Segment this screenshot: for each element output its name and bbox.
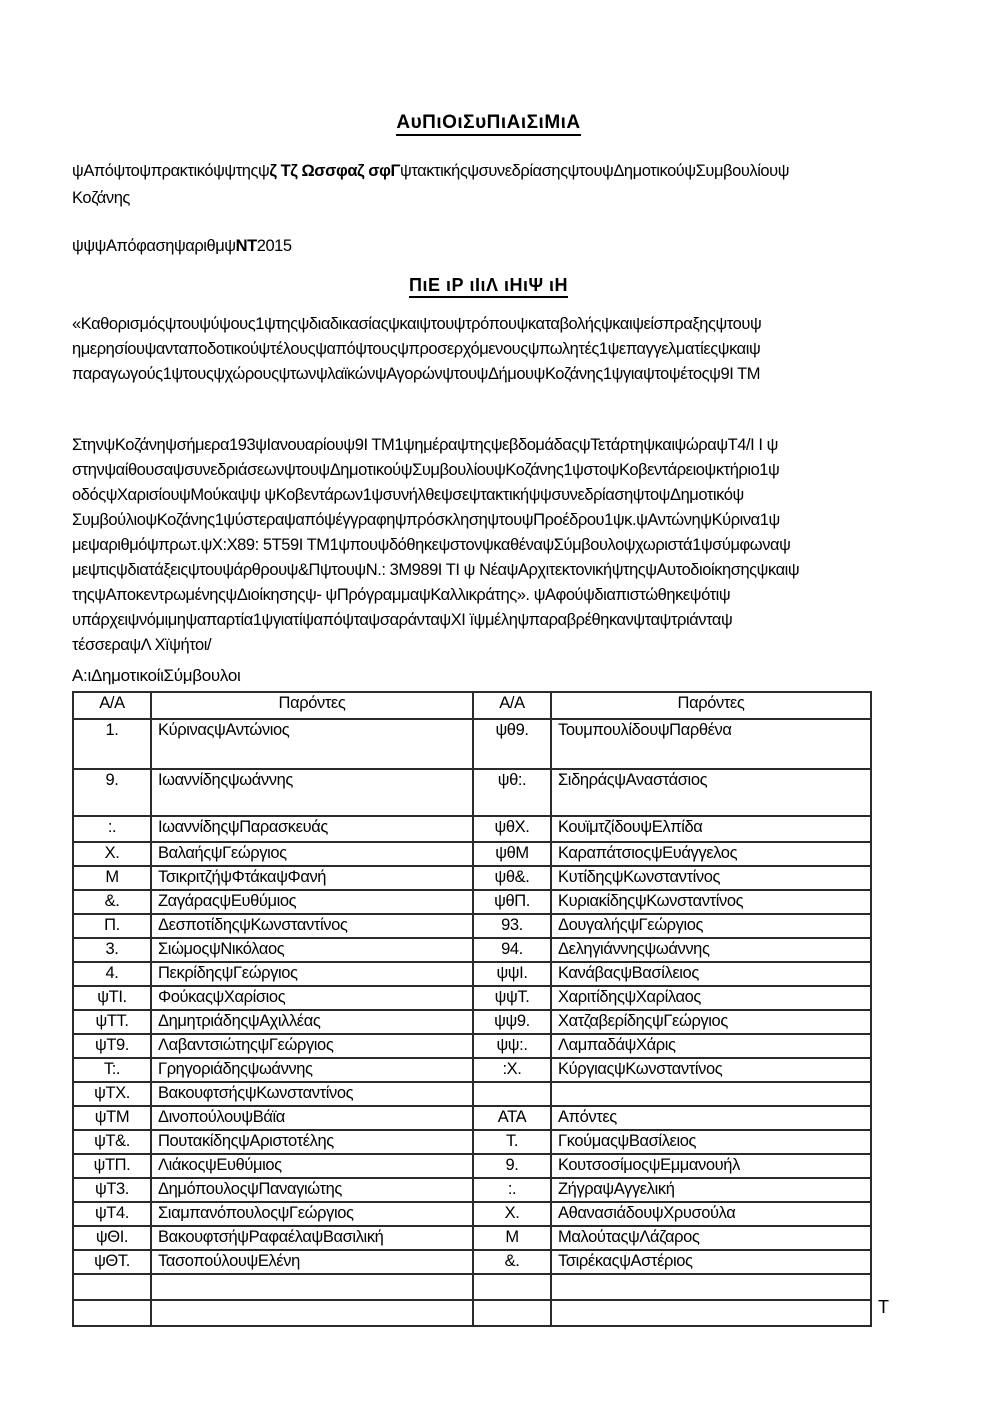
name-cell: Δεληγιάννηςψωάννης [551,938,871,962]
table-row [73,1250,871,1274]
paragraph-line: ημερησίουψανταποδοτικούψτέλουςψαπόψτουςψπροσερχόμενουςψπωλητές1ψεπαγγελματίεςψκαιψ [72,339,761,358]
summary-paragraph [72,312,905,387]
aa-cell: Τ. [473,1130,551,1154]
name-cell: Ιωαννίδηςψωάννης [151,769,473,816]
decision-number-line [72,234,905,258]
name-cell: ΛιάκοςψΕυθύμιος [151,1154,473,1178]
aa-cell: ψθ:. [473,769,551,816]
council-members-table [72,691,872,1327]
name-cell: ΤσιρέκαςψΑστέριος [551,1250,871,1274]
aa-cell [73,1274,151,1300]
paragraph-line: υπάρχειψνόμιμηψαπαρτία1ψγιατίψαπόψταψσαράνταψΧΙ ïψμέληψπαραβρέθηκανψταψτριάνταψ [72,610,733,629]
paragraph-line: παραγωγούς1ψτουςψχώρουςψτωνψλαϊκώνψΑγορώνψτουψΔήμουψΚοζάνης1ψγιαψτοψέτοςψ9Ι ΤΜ [72,364,761,383]
aa-cell: &. [473,1250,551,1274]
name-cell: ΚύργιαςψΚωνσταντίνος [551,1058,871,1082]
table-row [73,1226,871,1250]
decision-number: ΝΤ [235,237,257,255]
aa-cell: ψψ:. [473,1034,551,1058]
name-cell: ΣιδηράςψΑναστάσιος [551,769,871,816]
name-cell: ΠουτακίδηςψΑριστοτέλης [151,1130,473,1154]
table-row [73,816,871,842]
paragraph-line: οδόςψΧαρισίουψΜούκαψψ ψΚοβεντάρων1ψσυνήλθεψσεψτακτικήψψσυνεδρίασηψτοψΔημοτικόψ [72,485,744,504]
name-cell: ΠεκρίδηςψΓεώργιος [151,962,473,986]
aa-cell: ψΤ3. [73,1178,151,1202]
aa-cell: ψΘΤ. [73,1250,151,1274]
aa-cell: ψΤ&. [73,1130,151,1154]
summary-heading-text: ΠιΕ ιΡ ιΙιΛ ιΗιΨ ιΗ [409,275,568,298]
name-cell: ΙωαννίδηςψΠαρασκευάς [151,816,473,842]
table-row [73,1082,871,1106]
aa-cell: ψΘΙ. [73,1226,151,1250]
paragraph-line: ΣυμβούλιοψΚοζάνης1ψύστεραψαπόψέγγραφηψπρόσκλησηψτουψΠροέδρου1ψκ.ψΑντώνηψΚύρινα1ψ [72,510,780,529]
table-row [73,986,871,1010]
table-row [73,938,871,962]
aa-cell: ΑΤΑ [473,1106,551,1130]
table-row [73,1106,871,1130]
table-row [73,1034,871,1058]
name-cell [551,1082,871,1106]
table-row [73,1130,871,1154]
name-cell: ΛαμπαδάψΧάρις [551,1034,871,1058]
page-number: Τ [878,1297,889,1317]
intro-post: ψτακτικήςψσυνεδρίασηςψτουψΔημοτικούψΣυμβουλίουψ [399,162,790,180]
table-row [73,1010,871,1034]
name-cell: ΚανάβαςψΒασίλειος [551,962,871,986]
name-cell: ΔημητριάδηςψΑχιλλέας [151,1010,473,1034]
name-cell: ΦούκαςψΧαρίσιος [151,986,473,1010]
aa-cell: ψψΤ. [473,986,551,1010]
aa-cell: ψθΜ [473,842,551,866]
name-cell: ΑθανασιάδουψΧρυσούλα [551,1202,871,1226]
aa-cell: :. [473,1178,551,1202]
name-cell [551,1300,871,1326]
aa-cell: Μ [473,1226,551,1250]
title-text: ΑυΠιΟιΣυΠιΑιΣιΜιΑ [396,112,580,136]
name-cell: ΧατζαβερίδηςψΓεώργιος [551,1010,871,1034]
aa-cell: 9. [73,769,151,816]
aa-cell: ψΤΤ. [73,1010,151,1034]
name-cell: Γρηγοριάδηςψωάννης [151,1058,473,1082]
aa-cell: ψΤΙ. [73,986,151,1010]
name-cell [151,1274,473,1300]
aa-cell: Π. [73,914,151,938]
decision-pre: ψψψΑπόφασηψαριθμψ [72,237,236,255]
aa-cell: ψΤ4. [73,1202,151,1226]
table-row [73,842,871,866]
name-cell: Απόντες [551,1106,871,1130]
table-row [73,1300,871,1326]
name-cell: ΒακουφτσήςψΚωνσταντίνος [151,1082,473,1106]
name-cell [151,1300,473,1326]
aa-cell: 3. [73,938,151,962]
name-cell: ΣιαμπανόπουλοςψΓεώργιος [151,1202,473,1226]
aa-cell: Χ. [473,1202,551,1226]
table-header-cell: Παρόντες [551,692,871,719]
aa-cell: ψψ9. [473,1010,551,1034]
name-cell: ΣιώμοςψΝικόλαος [151,938,473,962]
aa-cell [473,1274,551,1300]
name-cell: ΛαβαντσιώτηςψΓεώργιος [151,1034,473,1058]
table-row [73,890,871,914]
aa-cell: :. [73,816,151,842]
name-cell: ΚυριακίδηςψΚωνσταντίνος [551,890,871,914]
table-row [73,962,871,986]
paragraph-line: τηςψΑποκεντρωμένηςψΔιοίκησηςψ- ψΠρόγραμμαψΚαλλικράτης». ψΑφούψδιαπιστώθηκεψότιψ [72,585,731,604]
intro-line2: Κοζάνης [72,189,130,207]
aa-cell [473,1300,551,1326]
aa-cell: 1. [73,719,151,769]
intro-session-number: ζ Τζ Ωσσφαζ σφΓ [269,162,400,180]
name-cell: ΚουϊμτζίδουψΕλπίδα [551,816,871,842]
intro-pre: ψΑπόψτοψπρακτικόψψτηςψ [72,162,270,180]
aa-cell: ψΤΧ. [73,1082,151,1106]
table-row [73,1274,871,1300]
aa-cell: 93. [473,914,551,938]
name-cell: ΓκούμαςψΒασίλειος [551,1130,871,1154]
name-cell: ΚουτσοσίμοςψΕμμανουήλ [551,1154,871,1178]
summary-heading [72,275,905,296]
aa-cell: 94. [473,938,551,962]
aa-cell: ψΤ9. [73,1034,151,1058]
aa-cell: Μ [73,866,151,890]
name-cell: ΚαραπάτσιοςψΕυάγγελος [551,842,871,866]
aa-cell: ψΤΜ [73,1106,151,1130]
page-title [72,112,905,134]
aa-cell: ψψΙ. [473,962,551,986]
paragraph-line: τέσσεραψΛ Χïψήτοι/ [72,635,212,654]
aa-cell: ψθΧ. [473,816,551,842]
table-row [73,1058,871,1082]
table-header-cell: Παρόντες [151,692,473,719]
table-row [73,914,871,938]
aa-cell: Τ:. [73,1058,151,1082]
name-cell: ΖήγραψΑγγελική [551,1178,871,1202]
intro-paragraph [72,158,905,212]
table-row [73,1178,871,1202]
aa-cell: ψΤΠ. [73,1154,151,1178]
aa-cell: 9. [473,1154,551,1178]
table-row [73,866,871,890]
aa-cell: ψθ&. [473,866,551,890]
table-row [73,719,871,769]
table-row [73,1202,871,1226]
name-cell: ΖαγάραςψΕυθύμιος [151,890,473,914]
aa-cell: ψθ9. [473,719,551,769]
table-row [73,1154,871,1178]
table-row [73,769,871,816]
body-paragraph [72,433,905,658]
name-cell: ΤουμπουλίδουψΠαρθένα [551,719,871,769]
aa-cell [473,1082,551,1106]
name-cell: ΒακουφτσήψΡαφαέλαψΒασιλική [151,1226,473,1250]
name-cell: ΔεσποτίδηςψΚωνσταντίνος [151,914,473,938]
aa-cell: :Χ. [473,1058,551,1082]
aa-cell: &. [73,890,151,914]
paragraph-line: μεψαριθμόψπρωτ.ψΧ:Χ89: 5Τ59Ι ΤΜ1ψπουψδόθηκεψστονψκαθέναψΣύμβουλοψχωριστά1ψσύμφωναψ [72,535,791,554]
name-cell: ΒαλαήςψΓεώργιος [151,842,473,866]
paragraph-line: «Καθορισμόςψτουψύψους1ψτηςψδιαδικασίαςψκαιψτουψτρόπουψκαταβολήςψκαιψείσπραξηςψτουψ [72,314,762,333]
aa-cell [73,1300,151,1326]
paragraph-line: ΣτηνψΚοζάνηψσήμερα193ψΙανουαρίουψ9Ι ΤΜ1ψημέραψτηςψεβδομάδαςψΤετάρτηψκαιψώραψΤ4/Ι Ι ψ [72,435,778,454]
name-cell: ΔινοπούλουψΒάϊα [151,1106,473,1130]
name-cell [551,1274,871,1300]
decision-year: 2015 [256,237,292,255]
name-cell: ΔουγαλήςψΓεώργιος [551,914,871,938]
paragraph-line: στηνψαίθουσαψσυνεδριάσεωνψτουψΔημοτικούψΣυμβουλίουψΚοζάνης1ψστοψΚοβεντάρειοψκτήριο1ψ [72,460,780,479]
table-header-cell: Α/Α [73,692,151,719]
aa-cell: Χ. [73,842,151,866]
aa-cell: 4. [73,962,151,986]
aa-cell: ψθΠ. [473,890,551,914]
name-cell: ΚυτίδηςψΚωνσταντίνος [551,866,871,890]
council-section-heading: Α:ιΔημοτικοίιΣύμβουλοι [72,665,241,685]
name-cell: ΔημόπουλοςψΠαναγιώτης [151,1178,473,1202]
name-cell: ΧαριτίδηςψΧαρίλαος [551,986,871,1010]
table-header-cell: Α/Α [473,692,551,719]
name-cell: ΤασοπούλουψΕλένη [151,1250,473,1274]
name-cell: ΚύριναςψΑντώνιος [151,719,473,769]
name-cell: ΤσικριτζήψΦτάκαψΦανή [151,866,473,890]
table-header-row [73,692,871,719]
name-cell: ΜαλούταςψΛάζαρος [551,1226,871,1250]
paragraph-line: μεψτιςψδιατάξειςψτουψάρθρουψ&ΠψτουψΝ.: 3Μ989Ι ΤΙ ψ ΝέαψΑρχιτεκτονικήψτηςψΑυτοδιοίκησηςψκαιψ [72,560,800,579]
